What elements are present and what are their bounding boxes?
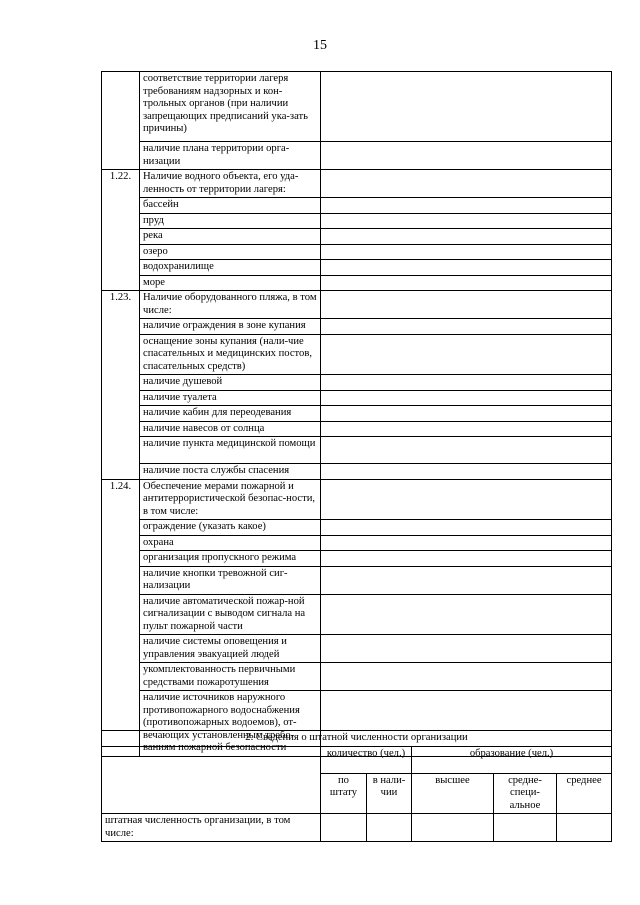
table-row (102, 551, 612, 567)
item-description: пруд (140, 213, 321, 229)
item-description: наличие системы оповещения и управления эвакуацией людей (140, 635, 321, 663)
item-description: охрана (140, 535, 321, 551)
item-description: организация пропускного режима (140, 551, 321, 567)
item-number: 1.24. (102, 479, 140, 757)
secondary-special-header: средне-специ-альное (494, 773, 557, 814)
item-description: наличие кнопки тревожной сиг-нализации (140, 566, 321, 594)
table-row (102, 464, 612, 480)
table-row (102, 275, 612, 291)
table-row (102, 375, 612, 391)
staff-cell (557, 814, 612, 842)
quantity-header: количество (чел.) (321, 746, 412, 773)
education-header: образование (чел.) (412, 746, 612, 773)
table-row (102, 635, 612, 663)
item-description: Наличие водного объекта, его уда-ленность от территории лагеря: (140, 170, 321, 198)
item-description: Обеспечение мерами пожарной и антитеррористической безопас-ности, в том числе: (140, 479, 321, 520)
item-description: наличие автоматической пожар-ной сигнализации с выводом сигнала на пульт пожарной части (140, 594, 321, 635)
available-header: в нали-чии (367, 773, 412, 814)
staff-cell (321, 814, 367, 842)
item-description: бассейн (140, 198, 321, 214)
table-row (102, 291, 612, 319)
item-value (321, 421, 612, 437)
table-row (102, 319, 612, 335)
staff-table (101, 730, 612, 842)
item-value (321, 566, 612, 594)
table-row (102, 244, 612, 260)
item-value (321, 142, 612, 170)
item-description: наличие пункта медицинской помощи (140, 437, 321, 464)
staff-cell (494, 814, 557, 842)
item-description: ограждение (указать какое) (140, 520, 321, 536)
item-value (321, 198, 612, 214)
table-row (102, 198, 612, 214)
table-row (102, 594, 612, 635)
section2-title: 2. Сведения о штатной численности организации (102, 731, 612, 747)
table-row (102, 72, 612, 142)
table-row (102, 479, 612, 520)
item-value (321, 319, 612, 335)
table-row (102, 170, 612, 198)
item-description: море (140, 275, 321, 291)
item-description: укомплектованность первичными средствами пожаротушения (140, 663, 321, 691)
table-row (102, 406, 612, 422)
table-row (102, 520, 612, 536)
item-description: соответствие территории лагеря требованиям надзорных и кон-трольных органов (при наличии запрещающих предписаний ука-зать причины) (140, 72, 321, 142)
item-value (321, 260, 612, 276)
section2-blank-header (102, 746, 321, 814)
item-number: 1.23. (102, 291, 140, 480)
table-row (102, 535, 612, 551)
item-description: наличие источников наружного противопожарного водоснабжения (противопожарных водоемов), от-вечающих установленным требо-ваниям пожарной безопасности (140, 691, 321, 757)
item-value (321, 72, 612, 142)
item-value (321, 520, 612, 536)
by-staff-header: по штату (321, 773, 367, 814)
table-row (102, 142, 612, 170)
staff-cell (412, 814, 494, 842)
item-value (321, 213, 612, 229)
page-number: 15 (313, 38, 327, 53)
item-value (321, 375, 612, 391)
item-description: наличие ограждения в зоне купания (140, 319, 321, 335)
item-value (321, 479, 612, 520)
item-value (321, 551, 612, 567)
table-row (102, 421, 612, 437)
item-value (321, 170, 612, 198)
item-value (321, 464, 612, 480)
item-value (321, 334, 612, 375)
table-row (102, 229, 612, 245)
item-description: наличие кабин для переодевания (140, 406, 321, 422)
table-row (102, 260, 612, 276)
item-value (321, 535, 612, 551)
item-description: наличие поста службы спасения (140, 464, 321, 480)
table-row (102, 437, 612, 464)
item-value (321, 437, 612, 464)
item-value (321, 635, 612, 663)
item-value (321, 663, 612, 691)
item-description: озеро (140, 244, 321, 260)
item-value (321, 594, 612, 635)
item-value (321, 275, 612, 291)
table-row (102, 566, 612, 594)
higher-education-header: высшее (412, 773, 494, 814)
secondary-header: среднее (557, 773, 612, 814)
item-number: 1.22. (102, 170, 140, 291)
item-description: наличие навесов от солнца (140, 421, 321, 437)
camp-info-table (101, 71, 612, 757)
item-value (321, 406, 612, 422)
item-value (321, 244, 612, 260)
item-description: река (140, 229, 321, 245)
staff-cell (367, 814, 412, 842)
item-description: наличие душевой (140, 375, 321, 391)
item-description: наличие плана территории орга-низации (140, 142, 321, 170)
item-value (321, 291, 612, 319)
item-value (321, 390, 612, 406)
table-row (102, 663, 612, 691)
item-description: водохранилище (140, 260, 321, 276)
item-description: наличие туалета (140, 390, 321, 406)
table-row (102, 334, 612, 375)
staff-count-label: штатная численность организации, в том числе: (102, 814, 321, 842)
table-row (102, 390, 612, 406)
item-description: оснащение зоны купания (нали-чие спасательных и медицинских постов, спасательных средств) (140, 334, 321, 375)
item-description: Наличие оборудованного пляжа, в том числе: (140, 291, 321, 319)
item-value (321, 229, 612, 245)
item-number (102, 72, 140, 170)
table-row (102, 213, 612, 229)
